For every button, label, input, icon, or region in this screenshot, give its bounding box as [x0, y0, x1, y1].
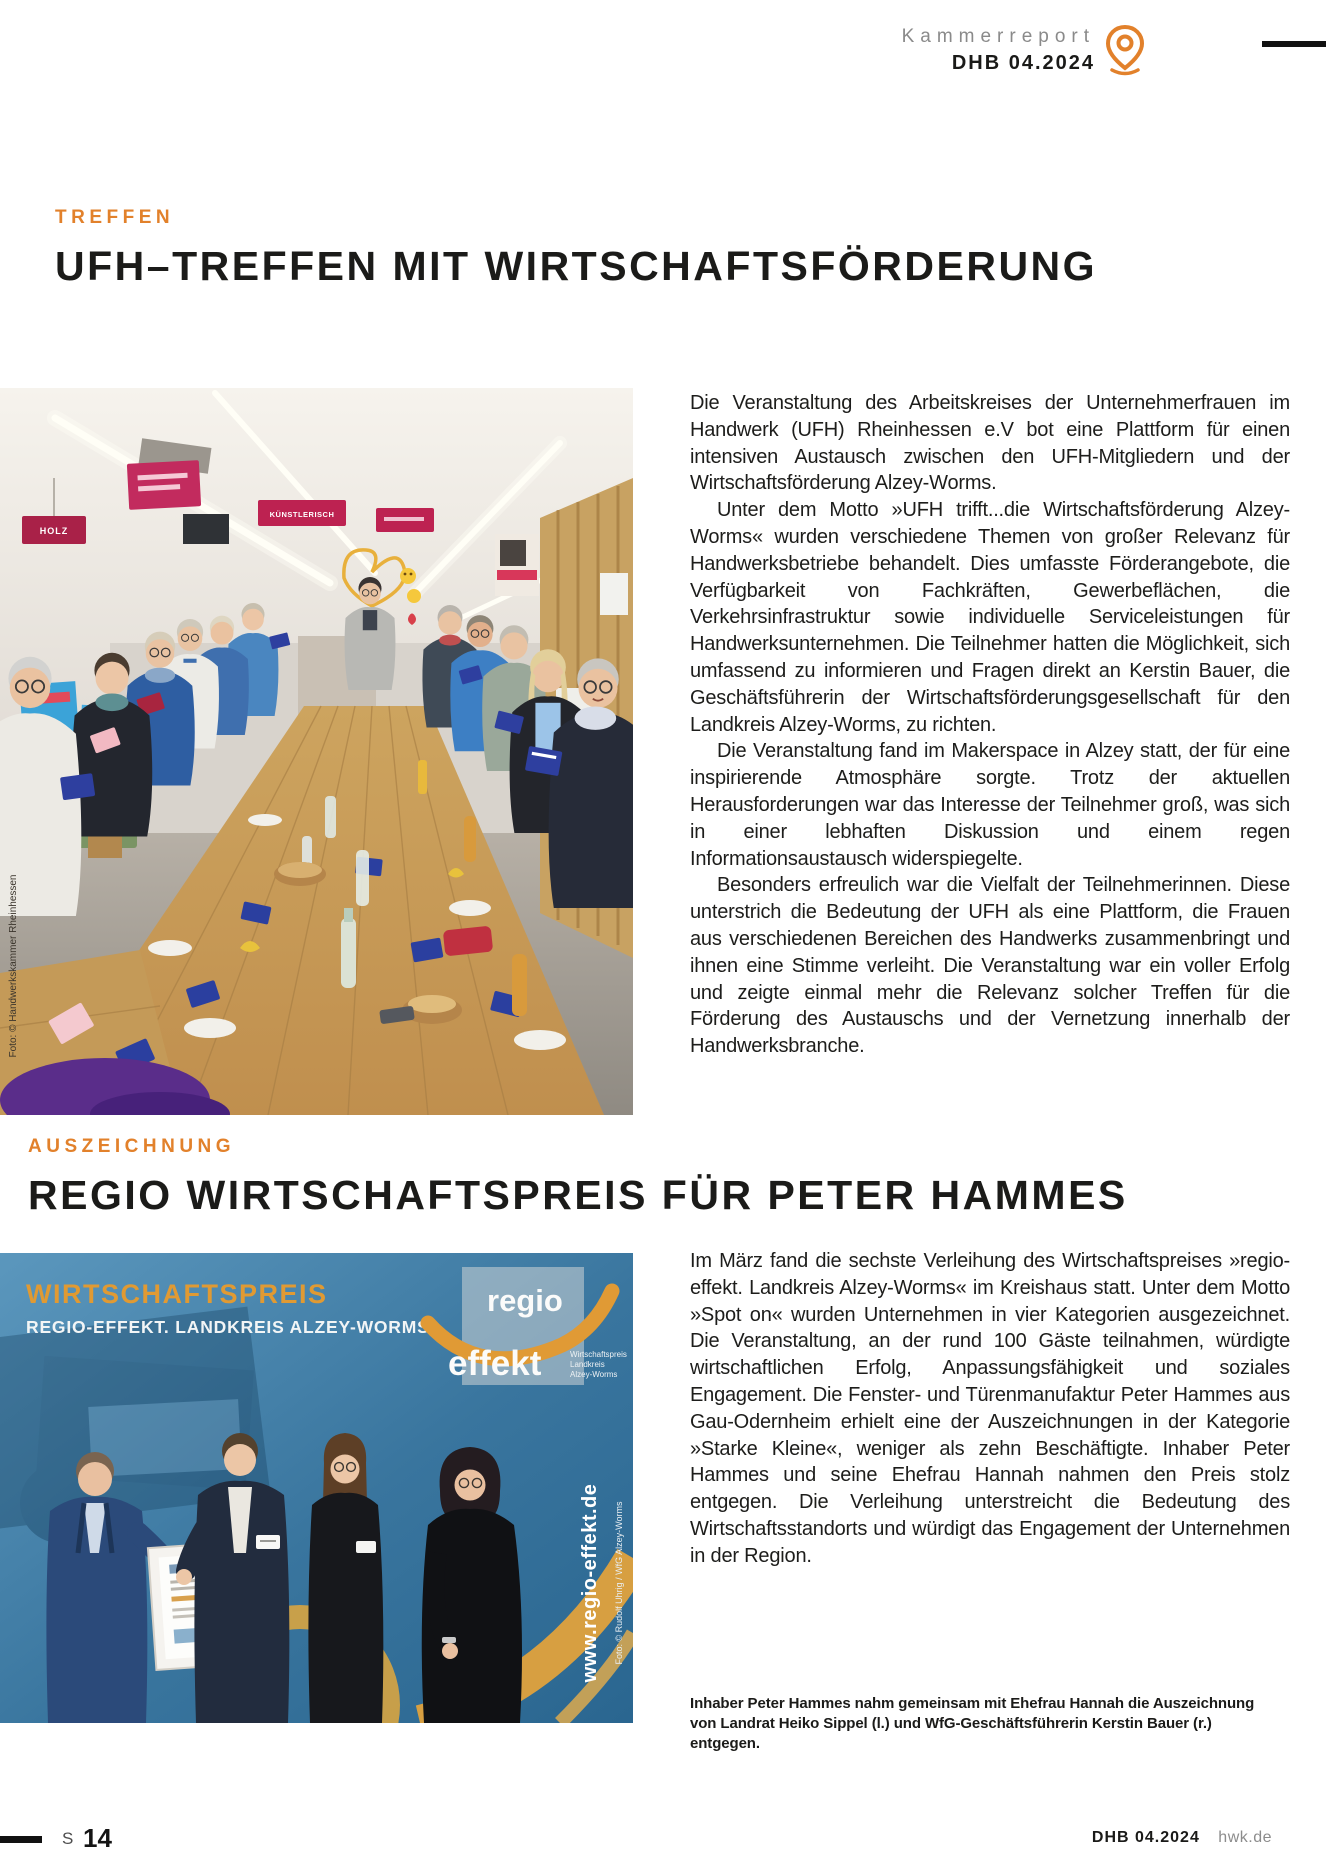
- logo-regio: regio: [487, 1283, 563, 1318]
- header-issue: DHB 04.2024: [951, 52, 1095, 74]
- article1-headline: UFH–TREFFEN MIT WIRTSCHAFTSFÖRDERUNG: [55, 243, 1098, 289]
- photo2-website-vertical: www.regio-effekt.de: [579, 1483, 601, 1683]
- logo-caption-3: Alzey-Worms: [570, 1370, 618, 1379]
- article2-headline: REGIO WIRTSCHAFTSPREIS FÜR PETER HAMMES: [28, 1172, 1128, 1218]
- photo2-banner-subtitle: REGIO-EFFEKT. LANDKREIS ALZEY-WORMS: [26, 1317, 430, 1337]
- paragraph: Im März fand die sechste Verleihung des Wirtschaftspreises »regio-effekt. Landkreis Alzey-Worms« im Kreishaus statt. Unter dem Motto »Spot on« wurden Unternehmen in vier Kategorien ausgezeichnet. Die Veranstaltung, an der rund 100 Gäste teilnahmen, würdigte wirtschaftlichen Erfolg, Anpassungsfähigkeit und soziales Engagement. Die Fenster- und Türenmanufaktur Peter Hammes aus Gau-Odernheim erhielt eine der Auszeichnungen in der Kategorie »Starke Kleine«, weniger als zehn Beschäftigte. Inhaber Peter Hammes und seine Ehefrau Hannah nahmen den Preis stolz entgegen. Die Verleihung unterstreicht die Bedeutung des Wirtschaftsstandorts und würdigt das Engagement der Unternehmen in der Region.: [690, 1250, 1290, 1567]
- article2-photo: [0, 1253, 633, 1723]
- footer-website: hwk.de: [1218, 1829, 1272, 1846]
- logo-caption-2: Landkreis: [570, 1360, 605, 1369]
- article1-kicker: TREFFEN: [55, 207, 175, 228]
- photo1-sign-kuenstlerisch: KÜNSTLERISCH: [269, 510, 335, 519]
- article2-caption: Inhaber Peter Hammes nahm gemeinsam mit Ehefrau Hannah die Auszeichnung von Landrat Heiko Sippel (l.) und WfG-Geschäftsführerin Kerstin Bauer (r.) entgegen.: [690, 1695, 1255, 1752]
- header-rule: [1262, 41, 1326, 47]
- photo1-kreativ-poster: [495, 534, 539, 596]
- photo1-credit: Foto: © Handwerkskammer Rheinhessen: [8, 874, 19, 1058]
- footer-dash: [0, 1836, 42, 1843]
- location-pin-icon: [1100, 24, 1150, 76]
- article1-photo-illustration: [0, 388, 633, 1115]
- paragraph: Die Veranstaltung fand im Makerspace in Alzey statt, der für eine inspirierende Atmosphäre sorgte. Trotz der aktuellen Herausforderungen war das Interesse der Teilnehmer groß, was sich in einer lebhaften Diskussion und einem regen Informationsaustausch widerspiegelte.: [690, 740, 1290, 870]
- photo1-tv-screen: [183, 514, 229, 544]
- photo2-credit: Foto: © Rudolf Uhrig / WfG Alzey-Worms: [614, 1501, 624, 1665]
- footer-page-prefix: S: [62, 1829, 75, 1848]
- photo2-banner-title: WIRTSCHAFTSPREIS: [26, 1279, 328, 1309]
- logo-effekt: effekt: [448, 1344, 542, 1383]
- footer-issue: DHB 04.2024: [1091, 1829, 1200, 1846]
- footer-page-number: 14: [83, 1823, 112, 1853]
- paragraph: Besonders erfreulich war die Vielfalt der Teilnehmerinnen. Diese unterstrich die Bedeutung der UFH als eine Plattform, die Frauen aus verschiedenen Bereichen des Handwerks zusammenbringt und ihnen eine Stimme verleiht. Die Veranstaltung war ein voller Erfolg und zeigte einmal mehr die Relevanz solcher Treffen für die Förderung des Austauschs und der Vernetzung innerhalb der Handwerksbranche.: [690, 874, 1290, 1058]
- page-header: [902, 26, 1095, 75]
- footer-right: [1092, 1829, 1272, 1847]
- paragraph: Unter dem Motto »UFH trifft...die Wirtschaftsförderung Alzey-Worms« wurden verschiedene Themen von großer Relevanz für Handwerksbetriebe behandelt. Dies umfasste Förderangebote, die Verfügbarkeit von Fachkräften, Gewerbeflächen, die Verkehrsinfrastruktur sowie individuelle Serviceleistungen für Handwerksunternehmen. Die Teilnehmer hatten die Möglichkeit, sich umfassend zu informieren und Fragen direkt an Kerstin Bauer, die Geschäftsführerin der Wirtschaftsförderungsgesellschaft für den Landkreis Alzey-Worms, zu richten.: [690, 499, 1290, 736]
- article2-body: [690, 1248, 1290, 1570]
- photo1-sign-holz: HOLZ: [39, 526, 69, 536]
- logo-caption-1: Wirtschaftspreis: [570, 1350, 627, 1359]
- paragraph: Die Veranstaltung des Arbeitskreises der Unternehmerfrauen im Handwerk (UFH) Rheinhessen e.V bot eine Plattform für einen intensiven Austausch zwischen den UFH-Mitgliedern und der Wirtschaftsförderung Alzey-Worms.: [690, 392, 1290, 495]
- article2-kicker: AUSZEICHNUNG: [28, 1136, 236, 1157]
- header-brand: Kammerreport: [901, 26, 1095, 47]
- photo1-pallet-note: [600, 573, 628, 615]
- article1-photo: [0, 388, 633, 1115]
- article1-body: [690, 390, 1290, 1060]
- article2-photo-illustration: [0, 1253, 633, 1723]
